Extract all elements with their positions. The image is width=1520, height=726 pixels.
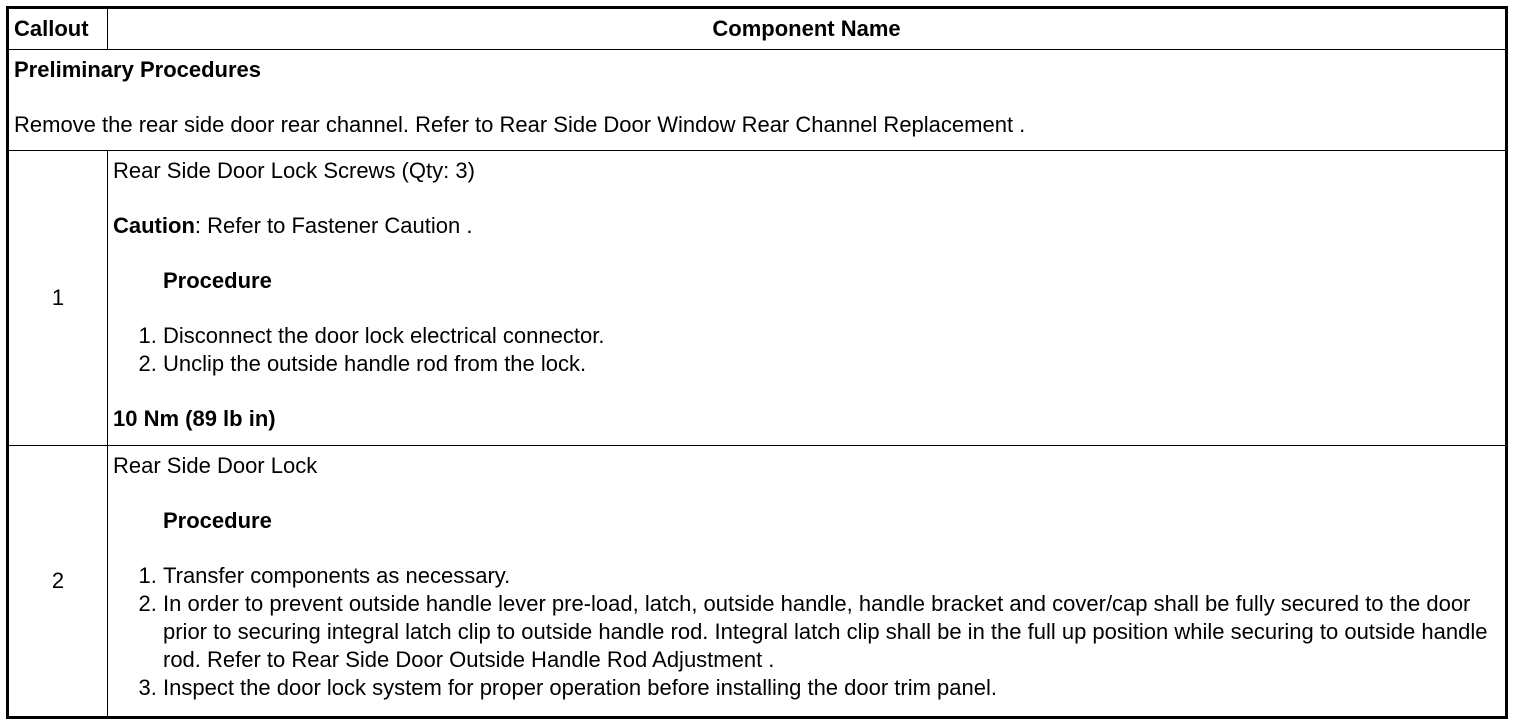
callout-number: 1	[8, 151, 108, 446]
component-name: Rear Side Door Lock	[113, 453, 318, 478]
procedure-step: 1. Transfer components as necessary.	[163, 562, 1500, 590]
callout-number: 2	[8, 446, 108, 718]
procedure-table	[6, 6, 1508, 719]
procedure-steps	[113, 322, 1500, 378]
callout-header: Callout	[8, 8, 108, 50]
procedure-step: 2. In order to prevent outside handle lever pre-load, latch, outside handle, handle bracket and cover/cap shall be fully secured to the door prior to securing integral latch clip to outside handle rod. Integral latch clip shall be in the full up position while securing to outside handle rod. Refer to Rear Side Door Outside Handle Rod Adjustment .	[163, 590, 1500, 674]
table-row	[8, 151, 1507, 446]
procedure-title: Procedure	[163, 268, 272, 293]
preliminary-row	[8, 50, 1507, 151]
preliminary-text: Remove the rear side door rear channel. Refer to Rear Side Door Window Rear Channel Replacement .	[14, 112, 1026, 137]
procedure-step: 2. Unclip the outside handle rod from the lock.	[163, 350, 1500, 378]
component-name-header: Component Name	[108, 8, 1507, 50]
component-cell	[108, 446, 1507, 718]
procedure-title: Procedure	[163, 508, 272, 533]
preliminary-cell	[8, 50, 1507, 151]
procedure-steps	[113, 562, 1500, 702]
caution-label: Caution	[113, 213, 195, 238]
table-row	[8, 446, 1507, 718]
caution-line	[113, 212, 1500, 240]
component-name: Rear Side Door Lock Screws (Qty: 3)	[113, 158, 475, 183]
caution-text: : Refer to Fastener Caution .	[194, 213, 473, 238]
table-header-row	[8, 8, 1507, 50]
procedure-step: 1. Disconnect the door lock electrical connector.	[163, 322, 1500, 350]
preliminary-title: Preliminary Procedures	[14, 57, 262, 82]
torque-spec: 10 Nm (89 lb in)	[113, 406, 276, 431]
procedure-step: 3. Inspect the door lock system for proper operation before installing the door trim panel.	[163, 674, 1500, 702]
component-cell	[108, 151, 1507, 446]
